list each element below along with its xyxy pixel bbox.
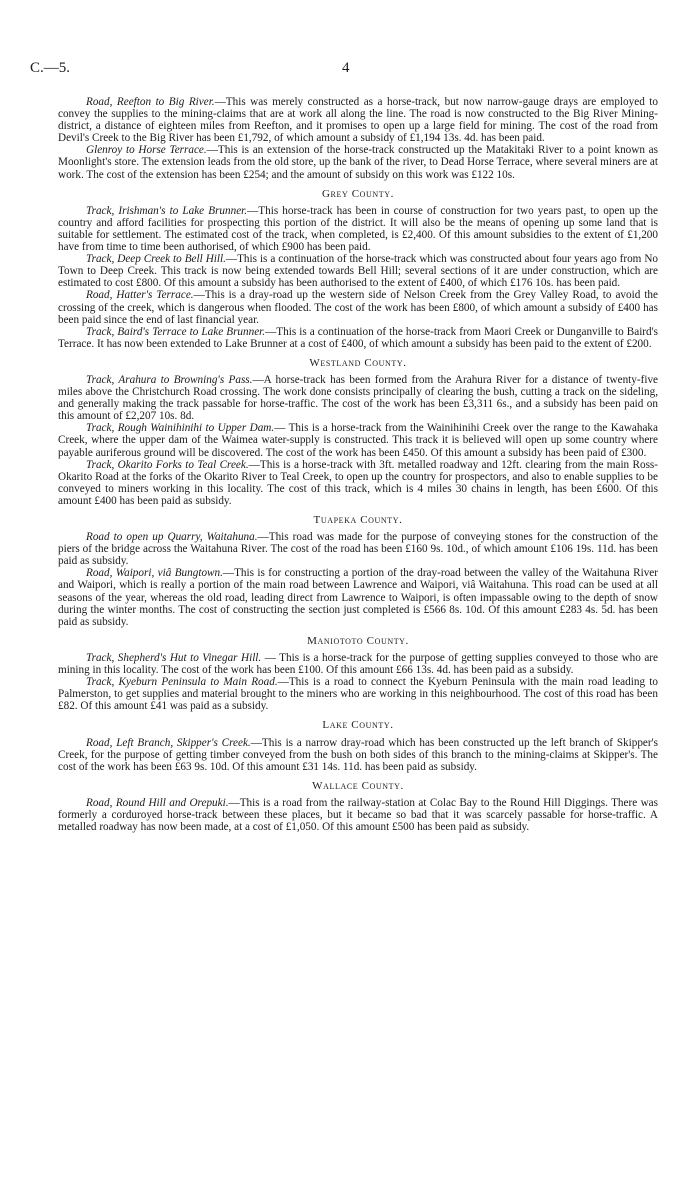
paragraph-text: —This is an extension of the horse-track constructed up the Matakitaki River to a point known as Moonlight's store. The extension leads from the old store, up the bank of the river, to Dead Horse Terrace, where several miners are at work. The cost of the extension has been £254; and the amount of subsidy on this work was £122 10s. [58,144,658,181]
paragraph-text: —This was merely constructed as a horse-track, but now narrow-gauge drays are employed to convey the supplies to the mining-claims that are at work all along the line. The road is now constructed to the Big River Mining-district, a distance of eighteen miles from Reefton, and it promises to open up a large field for mining. The cost of the road from Devil's Creek to the Big River has been £1,792, of which amount a subsidy of £1,194 13s. 4d. has been paid. [58,96,658,145]
paragraph-title: Road to open up Quarry, Waitahuna. [86,531,258,544]
section-heading: Tuapeka County. [313,514,403,526]
page-header [30,62,658,82]
paragraph [58,326,658,350]
paragraph [58,374,658,422]
paragraph [58,422,658,458]
paragraph-title: Road, Reefton to Big River. [86,96,215,108]
paragraph-title: Track, Shepherd's Hut to Vinegar Hill. [86,651,262,664]
paragraph [58,289,658,325]
paragraph-title: Track, Rough Wainihinihi to Upper Dam. [86,422,275,435]
paragraph-text: —This is a horse-track with 3ft. metalled roadway and 12ft. clearing from the main Ross-Okarito Road at the forks of the Okarito River to Teal Creek, to open up the country for prospectors, and also to enable supplies to be conveyed to miners working in this locality. The cost of this track, which is 4 miles 30 chains in length, has been £600. Of this amount £400 has been paid as subsidy. [58,458,658,507]
paragraph-title: Track, Irishman's to Lake Brunner. [86,204,248,217]
paragraph-text: — This is a horse-track from the Wainihinihi Creek over the range to the Kawahaka Creek, where the upper dam of the Waimea water-supply is constructed. This track it is believed will open up some country where payable auriferous ground will be discovered. The cost of the work has been £450. Of this amount a subsidy has been paid of £300. [58,422,658,459]
paragraph [58,676,658,712]
paragraph-title: Track, Arahura to Browning's Pass. [86,373,253,386]
paragraph-text: —This is a dray-road up the western side of Nelson Creek from the Grey Valley Road, to avoid the crossing of the creek, which is dangerous when flooded. The cost of the work has been £800, of which amount a subsidy of £400 has been paid since the end of last financial year. [58,289,658,326]
document-code: C.—5. [30,60,71,76]
section-heading: Westland County. [309,356,407,369]
paragraph-title: Track, Baird's Terrace to Lake Brunner. [86,325,266,338]
paragraph [58,459,658,507]
paragraph [58,737,658,773]
paragraph [58,797,658,833]
paragraph-title: Road, Waipori, viâ Bungtown. [86,567,223,580]
paragraph-title: Road, Left Branch, Skipper's Creek. [86,736,251,749]
section-heading: Lake County. [322,719,394,732]
paragraph [58,567,658,627]
paragraph-title: Road, Hatter's Terrace. [86,289,194,302]
paragraph-text: — This is a horse-track for the purpose of getting supplies conveyed to those who are mining in this locality. The cost of the work has been £100. Of this amount £66 13s. 4d. has been paid as a subsidy. [58,651,658,677]
section-heading: Wallace County. [312,779,404,792]
paragraph-text: —This is a road to connect the Kyeburn Peninsula with the main road leading to Palmerston, to get supplies and material brought to the miners who are working in this neighbourhood. The cost of this road has been £82. Of this amount £41 was paid as a subsidy. [58,676,659,713]
paragraph-text: —This is a road from the railway-station at Colac Bay to the Round Hill Diggings. There was formerly a corduroyed horse-track between these places, but it became so bad that it was scarcely passable for horse-traffic. A metalled roadway has now been made, at a cost of £1,050. Of this amount £500 has been paid as subsidy. [58,796,658,834]
paragraph-text: —This is a narrow dray-road which has been constructed up the left branch of Skipper's Creek, for the purpose of getting timber conveyed from the bush on both sides of this branch to the mining-claims at Skipper's. The cost of the work has been £63 9s. 10d. Of this amount £31 14s. 11d. has been paid as subsidy. [58,736,658,773]
paragraph-text: —This horse-track has been in course of construction for two years past, to open up the country and afford facilities for prospecting this portion of the district. It will also be the means of opening up some land that is suitable for settlement. The estimated cost of the track, when completed, is £2,400. Of this amount subsidies to the extent of £1,200 have from time to time been authorised, of which £900 has been paid. [58,204,658,254]
page-number: 4 [342,60,350,76]
paragraph-text: —This is a continuation of the horse-track which was constructed about four years ago from No Town to Deep Creek. This track is now being extended towards Bell Hill; several sections of it are under construction, which are estimated to cost £800. Of this amount a subsidy has been authorised to the extent of £400, of which £176 10s. has been paid. [58,253,658,290]
paragraph [58,144,658,180]
paragraph [58,96,658,144]
paragraph-title: Track, Kyeburn Peninsula to Main Road. [86,676,278,689]
section-heading: Grey County. [322,187,394,200]
paragraph-title: Road, Round Hill and Orepuki. [86,796,229,809]
paragraph-text: —This road was made for the purpose of conveying stones for the construction of the piers of the bridge across the Waitahuna River. The cost of the road has been £160 9s. 10d., of which amount £106 19s. 11d. has been paid as subsidy. [58,531,658,568]
paragraph-text: —This is for constructing a portion of the dray-road between the valley of the Waitahuna River and Waipori, which is really a portion of the main road between Lawrence and Waipori, viâ Waitahuna. This road can be used at all seasons of the year, whereas the old road, leading direct from Lawrence to Waipori, is often impassable owing to the depth of snow during the winter months. The cost of constructing the section just completed is £566 8s. 10d. Of this amount £283 4s. 5d. has been paid as subsidy. [58,567,658,628]
document-body [58,96,658,833]
paragraph-text: —A horse-track has been formed from the Arahura River for a distance of twenty-five miles above the Christchurch Road crossing. The work done consists principally of clearing the bush, cutting a track on the sideling, and generally making the track passable for horse-traffic. The cost of the work has been £3,311 6s., and a subsidy has been paid on this amount of £2,207 10s. 8d. [58,373,659,423]
paragraph-title: Track, Deep Creek to Bell Hill. [86,253,226,266]
paragraph [58,253,658,289]
paragraph [58,205,658,253]
paragraph-title: Glenroy to Horse Terrace. [86,144,207,157]
paragraph [58,652,658,676]
section-heading: Maniototo County. [307,634,409,647]
paragraph-title: Track, Okarito Forks to Teal Creek. [86,458,249,471]
paragraph-text: —This is a continuation of the horse-track from Maori Creek or Dunganville to Baird's Terrace. It has now been extended to Lake Brunner at a cost of £400, of which amount a subsidy has been paid to the extent of £200. [58,325,658,350]
paragraph [58,531,658,567]
